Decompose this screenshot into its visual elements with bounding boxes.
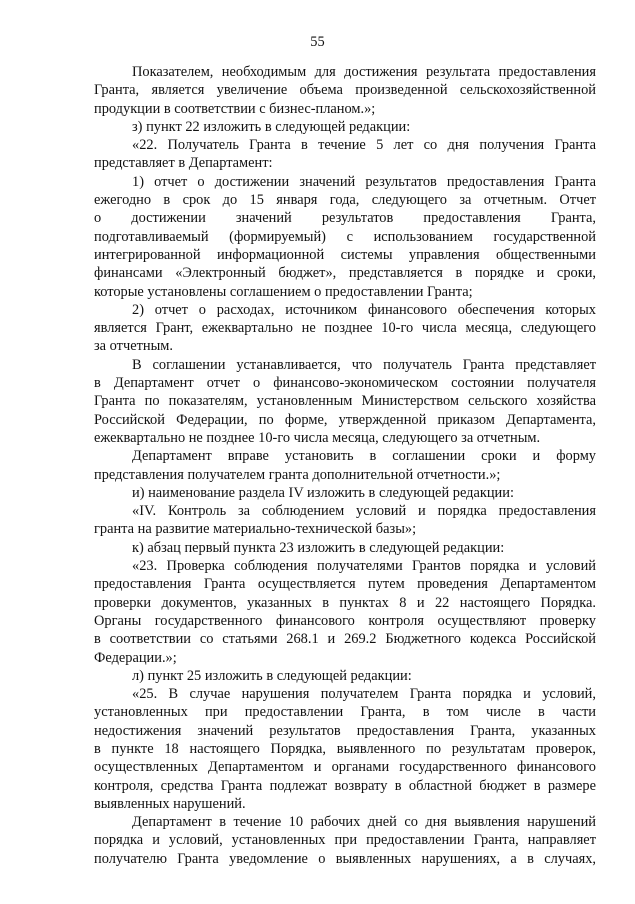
text-line: контроля, средства Гранта подлежат возврату в областной бюджет в размере	[94, 777, 596, 794]
paragraph	[94, 301, 596, 356]
text-line: «25. В случае нарушения получателем Гранта порядка и условий,	[132, 686, 596, 703]
text-line: проверки документов, указанных в пунктах 8 и 22 настоящего Порядка.	[94, 594, 596, 611]
text-line: и) наименование раздела IV изложить в следующей редакции:	[132, 484, 514, 501]
text-line: Органы государственного финансового контроля осуществляют проверку	[94, 612, 596, 629]
text-line: л) пункт 25 изложить в следующей редакции:	[132, 667, 412, 684]
text-line: Гранта по показателям, установленным Министерством сельского хозяйства	[94, 393, 596, 410]
text-line: Департамент в течение 10 рабочих дней со дня выявления нарушений	[132, 814, 596, 831]
text-line: за отчетным.	[94, 338, 173, 355]
text-line: «23. Проверка соблюдения получателями Грантов порядка и условий	[132, 558, 596, 575]
paragraph	[94, 502, 596, 539]
text-line: ежегодно в срок до 15 января года, следующего за отчетным. Отчет	[94, 192, 596, 209]
text-line: Показателем, необходимым для достижения результата предоставления	[132, 64, 596, 80]
text-line: ежеквартально не позднее 10-го числа месяца, следующего за отчетным.	[94, 429, 541, 446]
text-line: представляет в Департамент:	[94, 155, 273, 172]
text-line: в соответствии со статьями 268.1 и 269.2 Бюджетного кодекса Российской	[94, 631, 596, 648]
text-line: установленных при предоставлении Гранта, в том числе в части	[94, 704, 596, 721]
text-line: выявленных нарушений.	[94, 795, 246, 812]
text-line: финансами «Электронный бюджет», представляется в порядке и сроки,	[94, 265, 596, 282]
text-line: которые установлены соглашением о предоставлении Гранта;	[94, 283, 473, 300]
paragraph	[94, 539, 596, 557]
text-line: «IV. Контроль за соблюдением условий и порядка предоставления	[132, 503, 596, 520]
paragraph	[94, 685, 596, 813]
text-line: получателю Гранта уведомление о выявленных нарушениях, а в случаях,	[94, 850, 596, 867]
text-line: Федерации.»;	[94, 649, 177, 666]
text-line: представления получателем гранта дополнительной отчетности.»;	[94, 466, 501, 483]
paragraph	[94, 118, 596, 136]
page-number: 55	[310, 34, 325, 50]
text-line: 1) отчет о достижении значений результатов предоставления Гранта	[132, 173, 596, 190]
paragraph	[94, 356, 596, 447]
text-line: порядка и условий, установленных при предоставлении Гранта, направляет	[94, 832, 596, 849]
text-line: гранта на развитие материально-технической базы»;	[94, 521, 417, 538]
text-line: подготавливаемый (формируемый) с использованием государственной	[94, 228, 596, 245]
text-line: В соглашении устанавливается, что получатель Гранта представляет	[132, 356, 596, 373]
text-line: з) пункт 22 изложить в следующей редакции:	[132, 118, 411, 135]
text-line: интегрированной информационной системы управления общественными	[94, 246, 596, 263]
paragraph	[94, 173, 596, 301]
text-line: недостижения значений результатов предоставления Гранта, указанных	[94, 722, 596, 739]
paragraph	[94, 667, 596, 685]
text-line: Российской Федерации, по форме, утвержденной приказом Департамента,	[94, 411, 596, 428]
paragraph	[94, 813, 596, 868]
text-line: предоставления Гранта осуществляется путем проведения Департаментом	[94, 576, 596, 593]
document-body	[94, 63, 596, 868]
paragraph	[94, 63, 596, 118]
text-line: 2) отчет о расходах, источником финансового обеспечения которых	[132, 301, 596, 318]
paragraph	[94, 447, 596, 484]
text-line: Гранта, является увеличение объема произведенной сельскохозяйственной	[94, 82, 596, 99]
text-line: Департамент вправе установить в соглашении сроки и форму	[132, 448, 596, 465]
text-line: в Департамент отчет о финансово-экономическом состоянии получателя	[94, 375, 596, 392]
text-line: продукции в соответствии с бизнес-планом.»;	[94, 100, 376, 117]
text-line: о достижении значений результатов предоставления Гранта,	[94, 210, 596, 227]
text-line: «22. Получатель Гранта в течение 5 лет со дня получения Гранта	[132, 137, 596, 154]
paragraph	[94, 136, 596, 173]
text-line: осуществленных Департаментом и органами государственного финансового	[94, 759, 596, 776]
paragraph	[94, 557, 596, 667]
text-line: в пункте 18 настоящего Порядка, выявленного по результатам проверок,	[94, 740, 596, 757]
text-line: является Грант, ежеквартально не позднее 10-го числа месяца, следующего	[94, 320, 596, 337]
text-line: к) абзац первый пункта 23 изложить в следующей редакции:	[132, 539, 505, 556]
paragraph	[94, 484, 596, 502]
